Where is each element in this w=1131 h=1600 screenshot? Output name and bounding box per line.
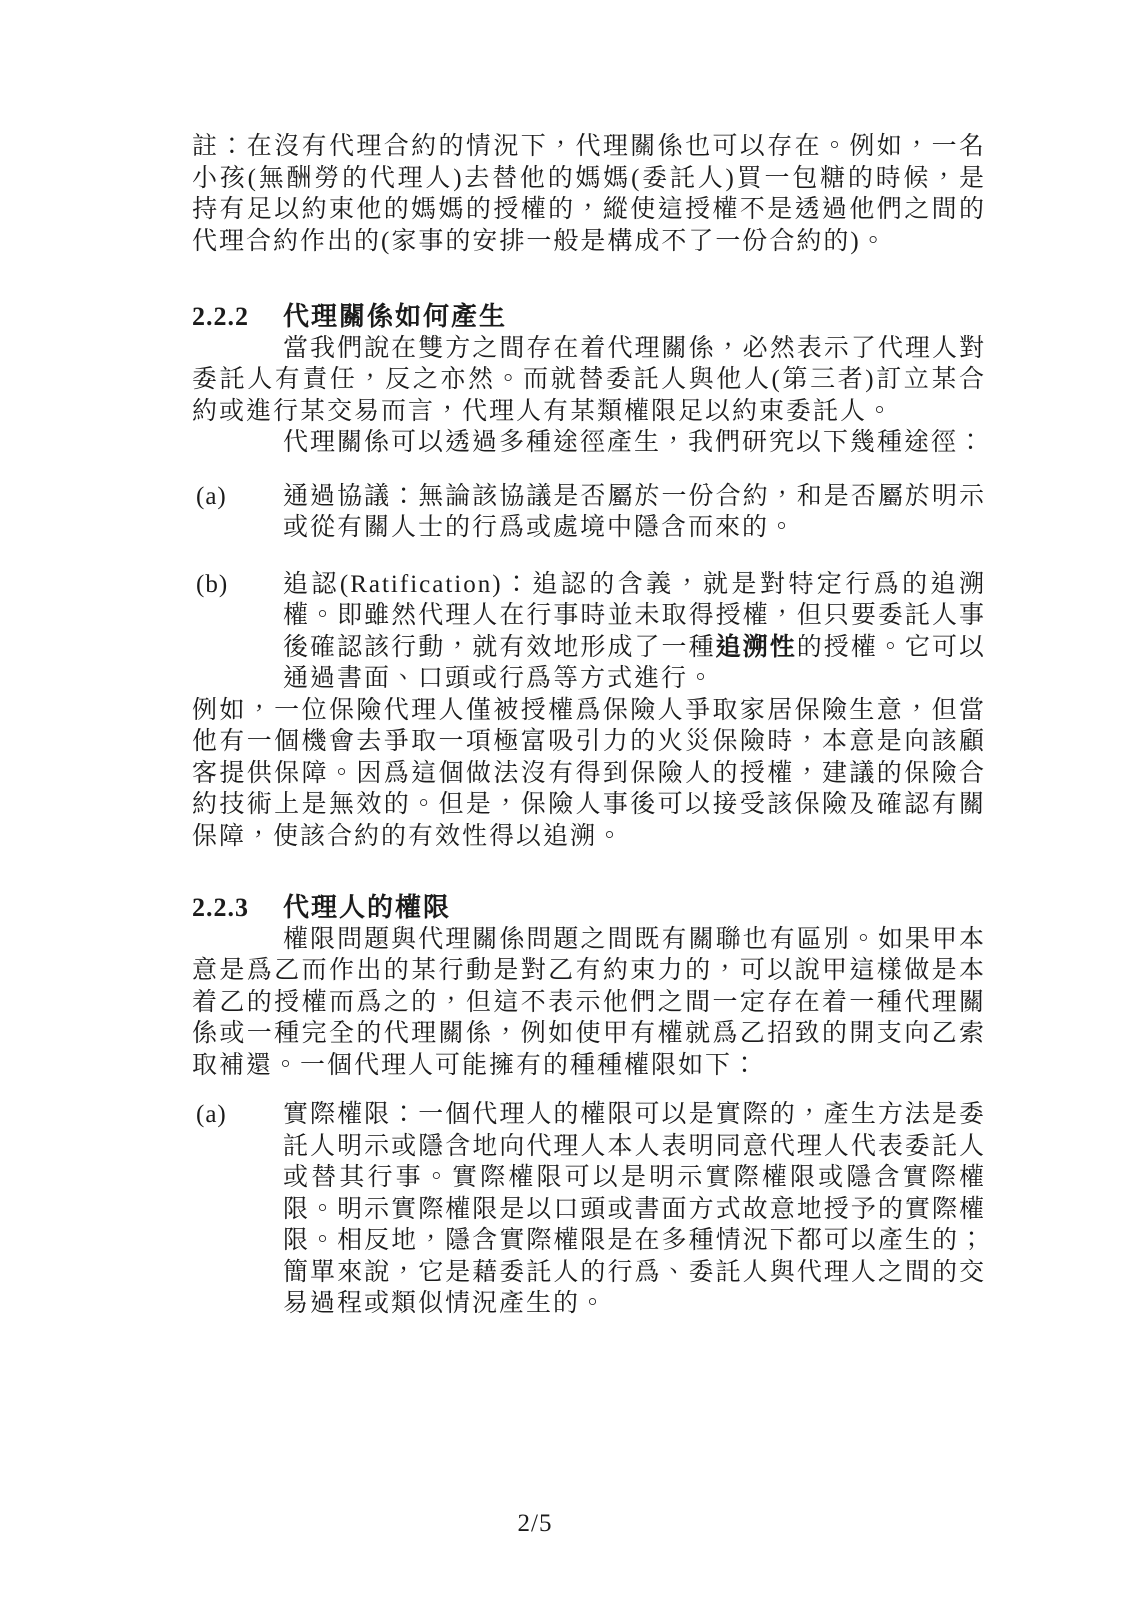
section-number: 2.2.3: [192, 893, 249, 922]
page-content: [192, 131, 986, 1320]
example-paragraph: 例如，一位保險代理人僅被授權爲保險人爭取家居保險生意，但當他有一個機會去爭取一項極富吸引力的火災保險時，本意是向該顧客提供保障。因爲這個做法沒有得到保險人的授權，建議的保險合約技術上是無效的。但是，保險人事後可以接受該保險及確認有關保障，使該合約的有效性得以追溯。: [192, 696, 986, 850]
list-item-body: [283, 1099, 986, 1320]
list-item-text-after: 的授權。它可以通過書面、口頭或行爲等方式進行。: [283, 633, 986, 692]
section-title: 代理關係如何產生: [283, 302, 508, 331]
section-2-2-2-heading: [192, 301, 986, 333]
section-number: 2.2.2: [192, 302, 249, 331]
list-item-text-before: 追認(Ratification)：追認的含義，就是對特定行爲的追溯權。即雖然代理人在行事時並未取得授權，但只要委託人事後確認該行動，就有效地形成了一種: [283, 570, 986, 661]
page-number: 2/5: [517, 1510, 553, 1537]
list-item-text: 實際權限：一個代理人的權限可以是實際的，產生方法是委託人明示或隱含地向代理人本人表明同意代理人代表委託人或替其行事。實際權限可以是明示實際權限或隱含實際權限。明示實際權限是以口頭或書面方式故意地授予的實際權限。相反地，隱含實際權限是在多種情況下都可以產生的；簡單來說，它是藉委託人的行爲、委託人與代理人之間的交易過程或類似情況產生的。: [283, 1101, 986, 1317]
highlighted-term: 追溯性: [715, 633, 797, 661]
section-title: 代理人的權限: [283, 893, 452, 922]
body-paragraph: 權限問題與代理關係問題之間既有關聯也有區別。如果甲本意是爲乙而作出的某行動是對乙有約束力的，可以說甲這樣做是本着乙的授權而爲之的，但這不表示他們之間一定存在着一種代理關係或一種完全的代理關係，例如使甲有權就爲乙招致的開支向乙索取補還。一個代理人可能擁有的種種權限如下：: [192, 925, 986, 1079]
list-item-label: (a): [196, 482, 227, 510]
list-item-a: [192, 481, 986, 544]
body-paragraph: 代理關係可以透過多種途徑產生，我們研究以下幾種途徑：: [283, 429, 986, 456]
list-item-body: [283, 569, 986, 695]
list-item-body: [283, 481, 986, 544]
list-item-a2: [192, 1099, 986, 1320]
list-item-label: (b): [196, 570, 229, 598]
body-paragraph: 當我們說在雙方之間存在着代理關係，必然表示了代理人對委託人有責任，反之亦然。而就替委託人與他人(第三者)訂立某合約或進行某交易而言，代理人有某類權限足以約束委託人。: [192, 334, 986, 425]
note-paragraph: 註：在沒有代理合約的情況下，代理關係也可以存在。例如，一名小孩(無酬勞的代理人)去替他的媽媽(委託人)買一包糖的時候，是持有足以約束他的媽媽的授權的，縱使這授權不是透過他們之間的代理合約作出的(家事的安排一般是構成不了一份合約的)。: [192, 133, 986, 255]
list-item-text: 通過協議：無論該協議是否屬於一份合約，和是否屬於明示或從有關人士的行爲或處境中隱含而來的。: [283, 482, 986, 541]
list-item-b: [192, 569, 986, 695]
list-item-label: (a): [196, 1101, 227, 1128]
list-item-text: [283, 569, 986, 695]
section-2-2-3-heading: [192, 892, 986, 924]
